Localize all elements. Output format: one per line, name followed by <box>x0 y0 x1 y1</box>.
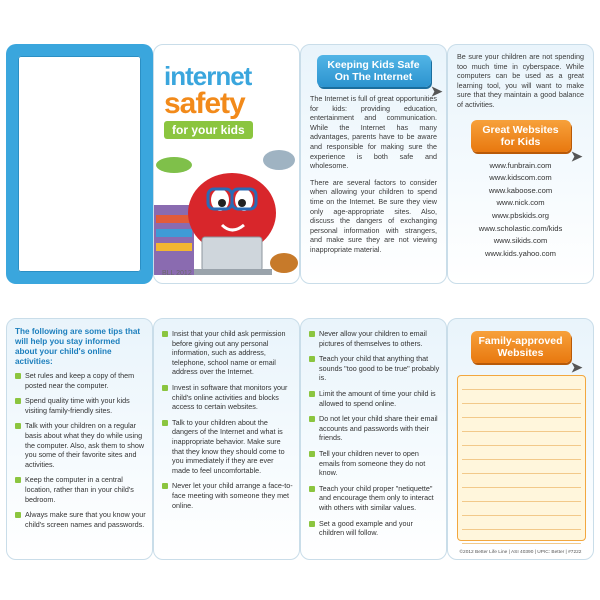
great-websites-panel <box>447 44 594 284</box>
great-websites-title: Great Websites for Kids <box>482 123 559 148</box>
list-item: Set a good example and your children will follow. <box>309 519 440 538</box>
keeping-kids-safe-header <box>317 55 443 99</box>
tips-panel-1 <box>6 318 153 560</box>
list-item: Tell your children never to open emails from someone they do not know. <box>309 449 440 478</box>
title-safety: safety <box>164 87 245 120</box>
website-link[interactable]: www.scholastic.com/kids <box>478 223 563 233</box>
list-item: Spend quality time with your kids visiting family-friendly sites. <box>15 396 146 415</box>
great-websites-header <box>471 120 583 164</box>
website-link[interactable]: www.nick.com <box>496 198 545 208</box>
keeping-kids-safe-body <box>301 94 446 255</box>
list-item: Invest in software that monitors your child's online activities and blocks access to certain websites. <box>162 383 293 412</box>
list-item: Always make sure that you know your child's screen names and passwords. <box>15 510 146 529</box>
copyright-text: ©2012 Better Life Line | ASI 40390 | UPIC: Better | #7222 <box>459 550 582 555</box>
website-link[interactable]: www.kaboose.com <box>488 185 553 195</box>
website-link[interactable]: www.sikids.com <box>493 236 548 246</box>
list-item: Talk to your children about the dangers of the Internet and what is inappropriate behavior. Make sure that they know they should come to you immediately if they are ever made to feel uncomfortable. <box>162 418 293 476</box>
tips-list <box>7 371 152 529</box>
list-item: Limit the amount of time your child is allowed to spend online. <box>309 389 440 408</box>
brand-logo: BLL 2012 <box>162 270 192 277</box>
family-approved-panel <box>447 318 594 560</box>
title-internet: internet <box>164 61 252 91</box>
family-approved-title: Family-approved Websites <box>478 335 563 359</box>
paragraph: There are several factors to consider when allowing your children to spend time on the Internet. Be sure they view only age-appropriate sites. Also, discuss the dangers of exchanging personal information with strangers, and make sure they are not viewing inappropriate material. <box>310 177 437 254</box>
website-link[interactable]: www.kidscom.com <box>489 173 552 183</box>
cover-title <box>164 63 294 139</box>
list-item: Teach your child that anything that sounds "too good to be true" probably is. <box>309 354 440 383</box>
list-item: Never allow your children to email pictures of themselves to others. <box>309 329 440 348</box>
keeping-kids-safe-panel <box>300 44 447 284</box>
cursor-icon: ➤ <box>570 147 583 164</box>
title-for-your-kids: for your kids <box>164 121 253 139</box>
notes-writing-area[interactable] <box>457 375 586 541</box>
paragraph: Be sure your children are not spending too much time in cyberspace. While computers can be used as a great learning tool, you will want to make sure that they maintain a good balance of activities. <box>457 52 584 109</box>
list-item: Do not let your child share their email accounts and passwords with their friends. <box>309 414 440 443</box>
photo-frame-window <box>18 56 141 272</box>
brochure-front <box>6 44 594 284</box>
family-approved-header <box>471 331 583 375</box>
tips-list <box>301 329 446 538</box>
photo-frame-panel <box>6 44 153 284</box>
cursor-icon: ➤ <box>430 83 443 99</box>
list-item: Talk with your children on a regular basis about what they do while using the computer. Also, ask them to show you some of their favorite sites and activities. <box>15 421 146 469</box>
website-link[interactable]: www.kids.yahoo.com <box>485 248 556 258</box>
keeping-kids-safe-title: Keeping Kids Safe On The Internet <box>327 59 420 83</box>
paragraph: The Internet is full of great opportunities for kids: providing education, entertainment and communication. While the Internet has many advantages, parents have to be aware and responsible for making sure the experience is both safe and wholesome. <box>310 94 437 171</box>
brochure-back <box>6 318 594 560</box>
tips-panel-2 <box>153 318 300 560</box>
list-item: Insist that your child ask permission before giving out any personal information, such as address, telephone, school name or email address over the Internet. <box>162 329 293 377</box>
computer-mascot-illustration <box>154 145 300 284</box>
list-item: Keep the computer in a central location, rather than in your child's bedroom. <box>15 475 146 504</box>
cover-panel <box>153 44 300 284</box>
tips-list <box>154 329 299 510</box>
list-item: Teach your child proper "netiquette" and encourage them only to interact with others with similar values. <box>309 484 440 513</box>
website-link[interactable]: www.funbrain.com <box>489 160 552 170</box>
website-list <box>448 160 593 261</box>
tips-heading: The following are some tips that will help you stay informed about your child's online activities: <box>15 327 141 366</box>
balance-intro <box>448 52 593 110</box>
list-item: Never let your child arrange a face-to-face meeting with someone they met online. <box>162 481 293 510</box>
cursor-icon: ➤ <box>570 359 583 375</box>
website-link[interactable]: www.pbskids.org <box>492 210 549 220</box>
tips-panel-3 <box>300 318 447 560</box>
list-item: Set rules and keep a copy of them posted near the computer. <box>15 371 146 390</box>
